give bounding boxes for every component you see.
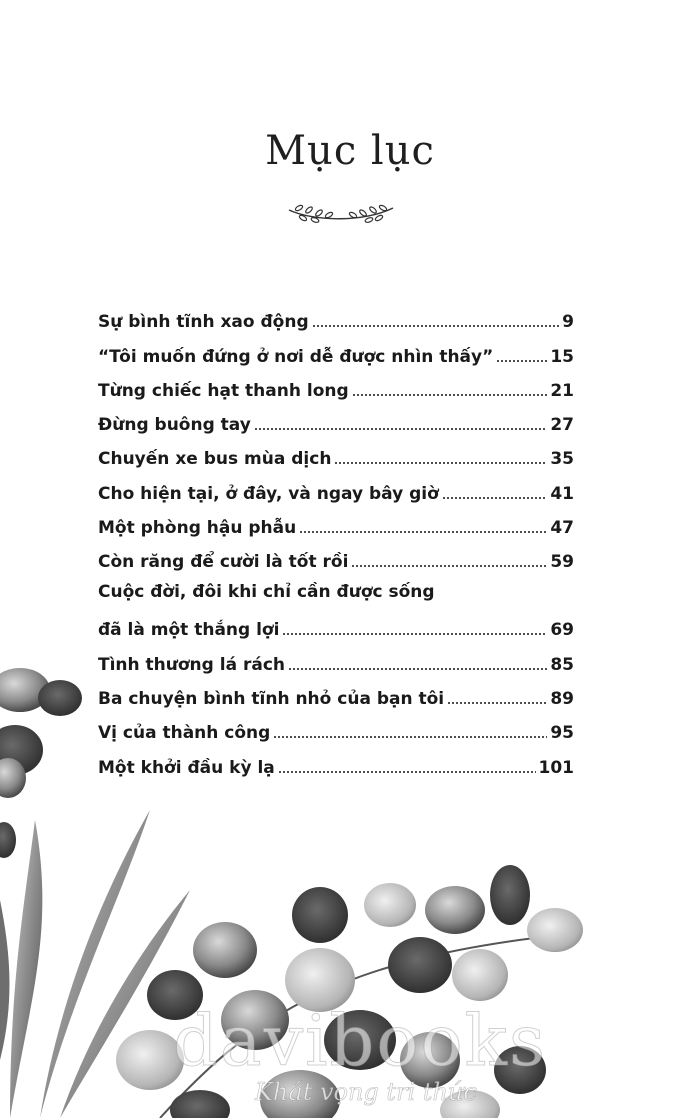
toc-entry[interactable]: [98, 367, 574, 401]
toc-entry-title: Vị của thành công: [98, 723, 271, 744]
watermark-tagline: Khát vọng tri thức: [255, 1078, 477, 1106]
toc-entry-title: đã là một thắng lợi: [98, 620, 280, 641]
toc-entry-title: Từng chiếc hạt thanh long: [98, 380, 349, 401]
table-of-contents: [98, 298, 574, 778]
dot-leader: [442, 497, 548, 499]
dot-leader: [447, 702, 547, 704]
toc-entry-page: 95: [550, 723, 574, 744]
toc-entry-page: 47: [550, 518, 574, 539]
toc-entry-page: 69: [550, 620, 574, 641]
dot-leader: [278, 771, 536, 773]
dot-leader: [334, 462, 547, 464]
toc-entry-multiline-first[interactable]: [98, 572, 574, 602]
dot-leader: [299, 531, 547, 533]
toc-entry-title: Chuyến xe bus mùa dịch: [98, 449, 332, 470]
toc-entry-multiline-second[interactable]: [98, 602, 574, 640]
toc-entry[interactable]: [98, 401, 574, 435]
toc-entry[interactable]: [98, 504, 574, 538]
watermark-brand: davibooks: [173, 1000, 547, 1082]
toc-entry-title: Đừng buông tay: [98, 415, 251, 436]
dot-leader: [288, 668, 547, 670]
toc-entry[interactable]: [98, 298, 574, 332]
dot-leader: [312, 325, 560, 327]
toc-entry[interactable]: [98, 675, 574, 709]
page-title: Mục lục: [265, 128, 435, 174]
toc-entry-title: Một phòng hậu phẫu: [98, 518, 297, 539]
toc-entry-page: 21: [550, 380, 574, 401]
toc-entry[interactable]: [98, 469, 574, 503]
toc-entry-title: Một khởi đầu kỳ lạ: [98, 757, 275, 778]
toc-entry-page: 9: [562, 312, 574, 333]
dot-leader: [282, 633, 547, 635]
toc-entry-page: 85: [550, 654, 574, 675]
dot-leader: [273, 736, 547, 738]
toc-entry-title: Còn răng để cười là tốt rồi: [98, 552, 349, 573]
toc-entry-title: Ba chuyện bình tĩnh nhỏ của bạn tôi: [98, 688, 445, 709]
toc-entry[interactable]: [98, 640, 574, 674]
toc-entry[interactable]: [98, 538, 574, 572]
toc-entry[interactable]: [98, 435, 574, 469]
toc-entry-page: 41: [550, 483, 574, 504]
toc-entry-title: “Tôi muốn đứng ở nơi dễ được nhìn thấy”: [98, 346, 494, 367]
dot-leader: [352, 394, 548, 396]
toc-entry-title: Sự bình tĩnh xao động: [98, 312, 309, 333]
leaf-garland-icon: [285, 196, 397, 230]
dot-leader: [254, 428, 547, 430]
toc-entry-page: 59: [550, 552, 574, 573]
left-top-leaves: [0, 668, 82, 858]
toc-entry-title: Tình thương lá rách: [98, 654, 285, 675]
toc-entry[interactable]: [98, 332, 574, 366]
toc-entry-page: 89: [550, 688, 574, 709]
toc-entry-page: 27: [550, 415, 574, 436]
dot-leader: [496, 360, 547, 362]
toc-entry-title: Cuộc đời, đôi khi chỉ cần được sống: [98, 582, 435, 603]
toc-entry[interactable]: [98, 743, 574, 777]
toc-entry-title: Cho hiện tại, ở đây, và ngay bây giờ: [98, 483, 439, 504]
toc-entry[interactable]: [98, 709, 574, 743]
toc-entry-page: 35: [550, 449, 574, 470]
toc-entry-page: 15: [550, 346, 574, 367]
toc-entry-page: 101: [538, 757, 574, 778]
dot-leader: [351, 565, 547, 567]
